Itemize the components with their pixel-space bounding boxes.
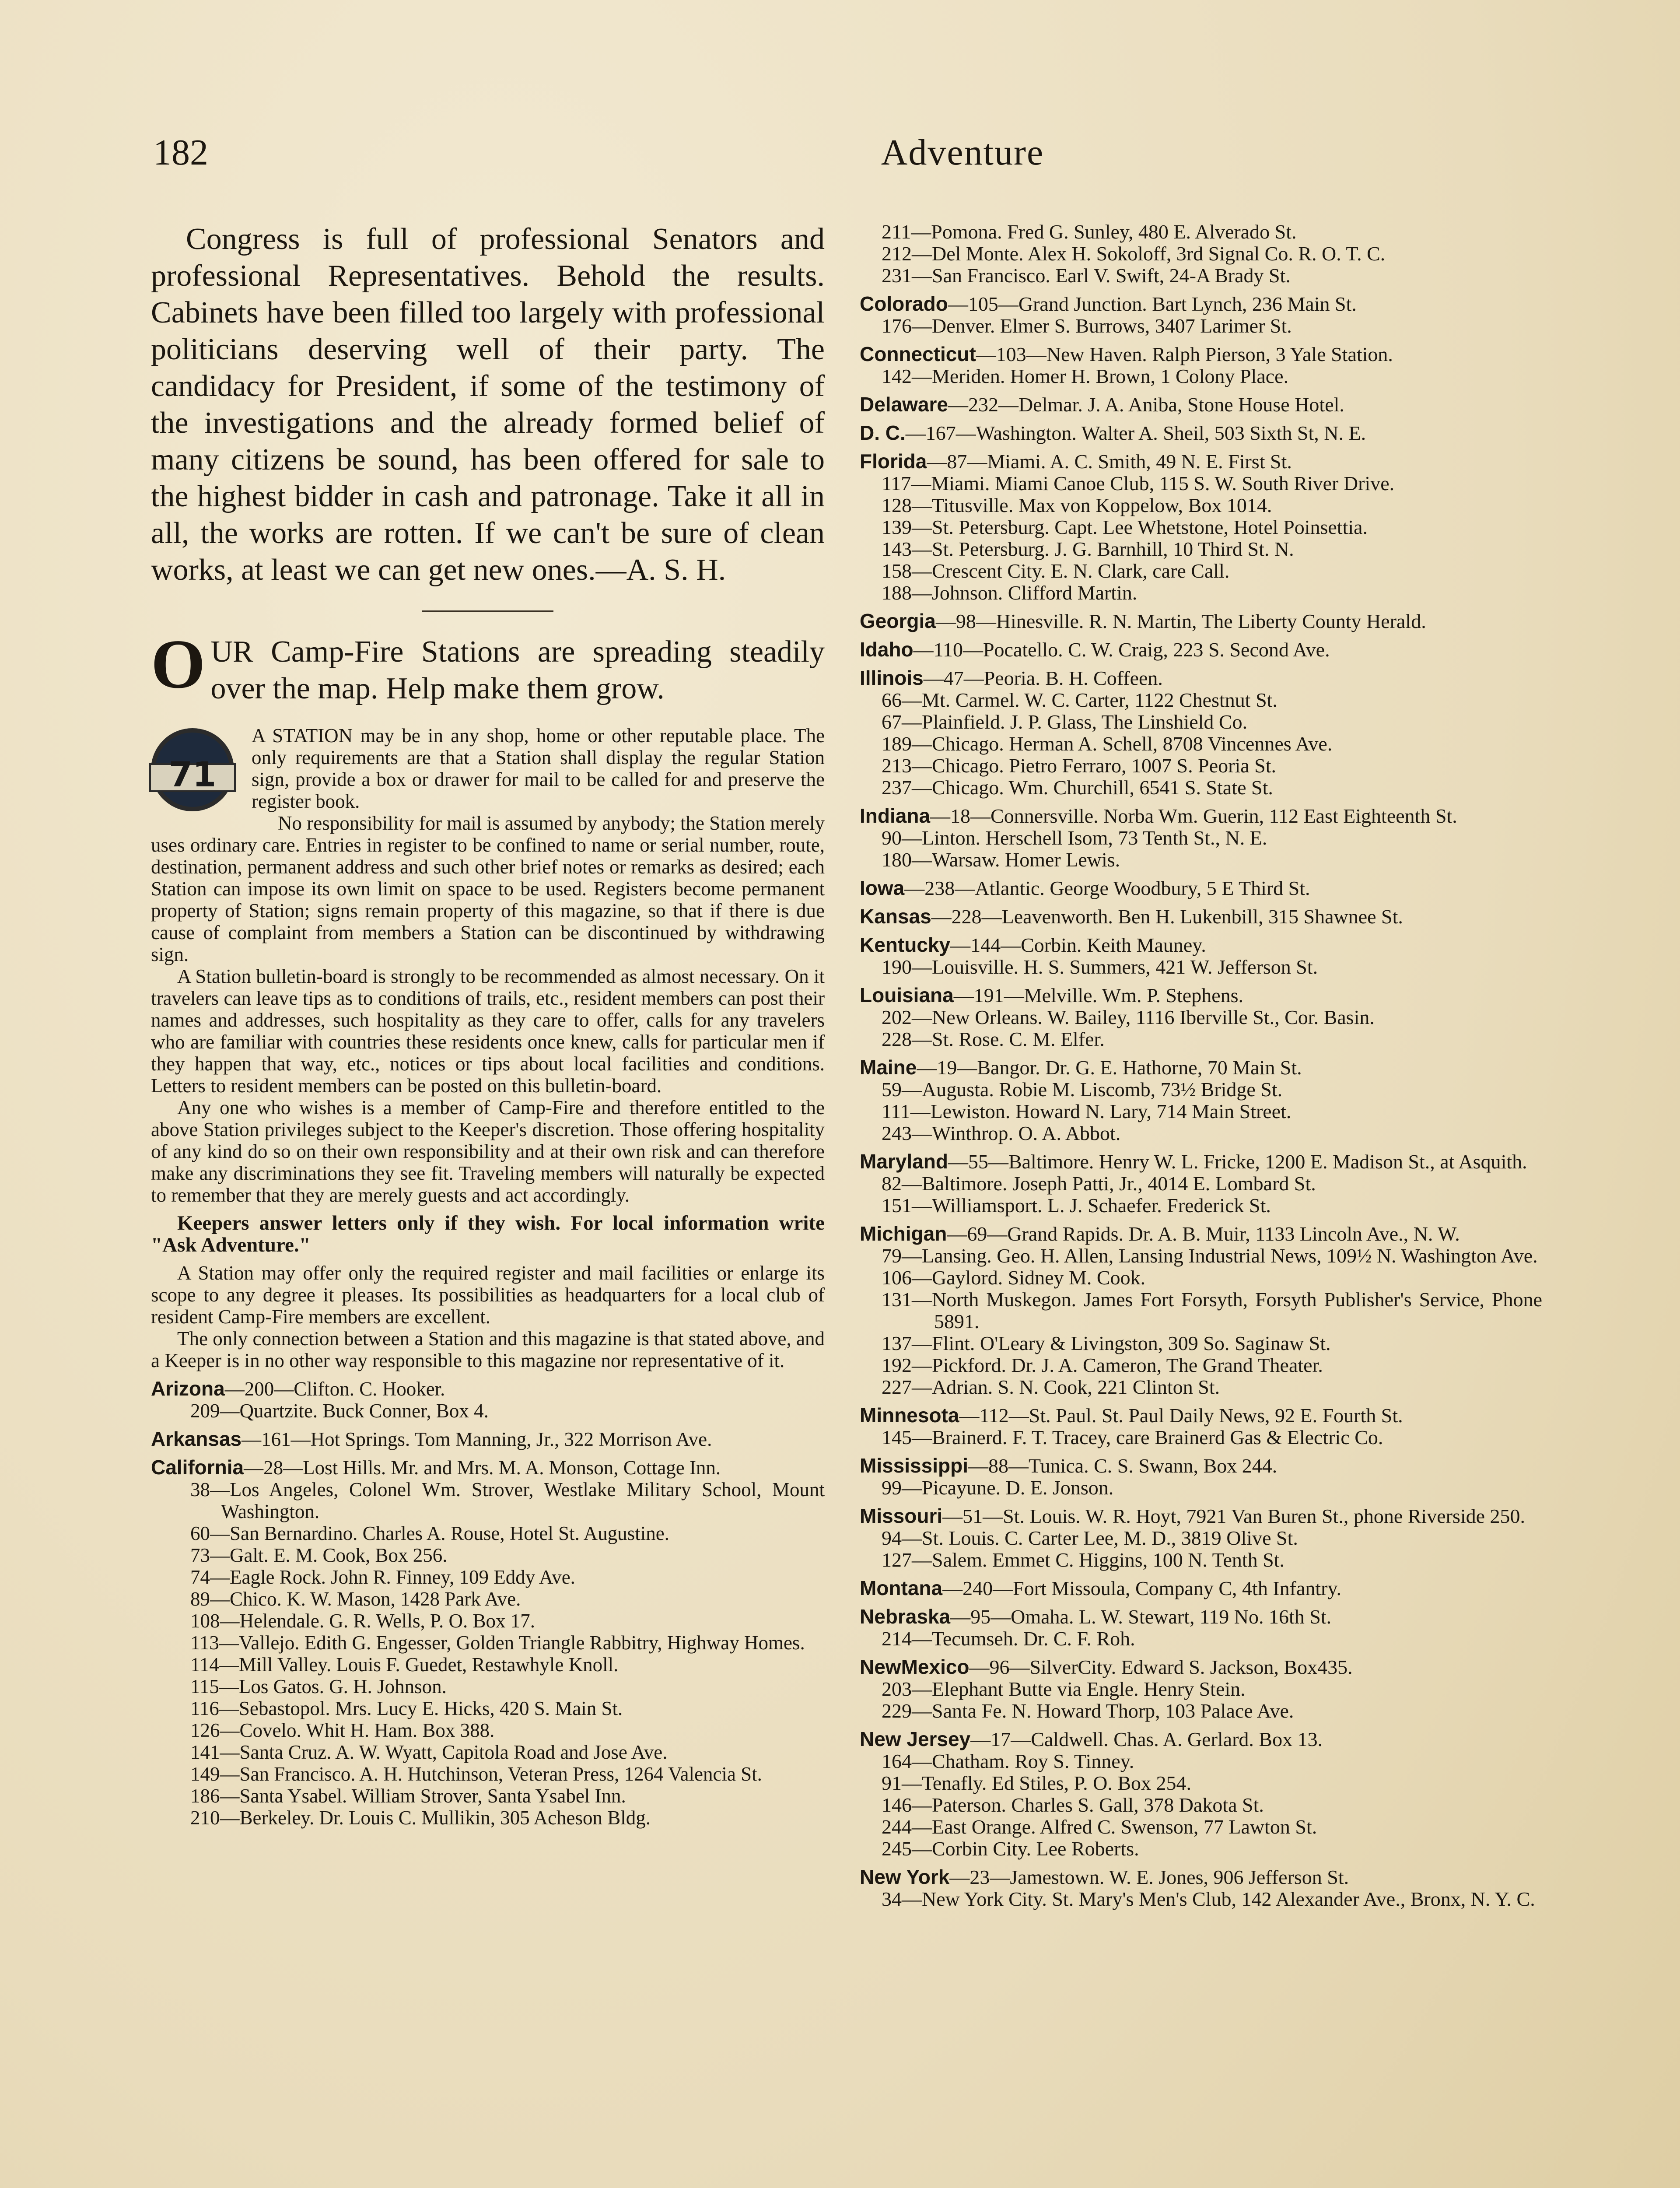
station-entry [860,1794,1542,1816]
state-name: Mississippi [860,1454,968,1477]
editorial-paragraph: Congress is full of professional Senators and professional Representatives. Behold the results. Cabinets have been filled too largely with professional politicians deserving well of their party. The candidacy for President, if some of the testimony of the investigations and the already formed belief of many citizens be sound, has been offered for sale to the highest bidder in cash and patronage. Take it all in all, the works are rotten. If we can't be sure of clean works, at least we can get new ones.—A. S. H. [151,222,825,587]
station-entry [860,1332,1542,1354]
station-text: 243—Winthrop. O. A. Abbot. [882,1122,1121,1144]
state-name: Michigan [860,1222,947,1245]
state-name: Connecticut [860,343,976,365]
station-entry [860,777,1542,799]
state-name: Louisiana [860,984,954,1006]
station-text: 244—East Orange. Alfred C. Swenson, 77 Lawton St. [882,1816,1317,1838]
state-name: Illinois [860,666,924,689]
station-entry [151,1763,825,1785]
station-entry [860,516,1542,538]
drop-cap: O [151,625,206,703]
station-text: —87—Miami. A. C. Smith, 49 N. E. First St. [927,450,1292,473]
station-entry [860,1028,1542,1050]
station-text: 67—Plainfield. J. P. Glass, The Linshield Co. [882,711,1248,733]
state-name: Maryland [860,1150,948,1173]
station-text: 211—Pomona. Fred G. Sunley, 480 E. Alverado St. [882,221,1297,243]
station-entry [151,1654,825,1676]
station-text: —191—Melville. Wm. P. Stephens. [953,984,1244,1006]
station-text: —69—Grand Rapids. Dr. A. B. Muir, 1133 Lincoln Ave., N. W. [947,1223,1460,1245]
station-text: 38—Los Angeles, Colonel Wm. Strover, Westlake Military School, Mount Washington. [190,1479,825,1522]
station-text: 99—Picayune. D. E. Jonson. [882,1476,1114,1499]
station-text: 143—St. Petersburg. J. G. Barnhill, 10 Third St. N. [882,538,1294,560]
station-text: —144—Corbin. Keith Mauney. [950,934,1206,956]
station-text: 34—New York City. St. Mary's Men's Club, 142 Alexander Ave., Bronx, N. Y. C. [882,1888,1535,1910]
station-text: 126—Covelo. Whit H. Ham. Box 388. [190,1719,495,1741]
station-entry [860,265,1542,287]
station-entry [860,610,1542,632]
rules-paragraph: A Station may offer only the required register and mail facilities or enlarge its scope to any degree it pleases. Its possibilities as headquarters for a local club of resident Camp-Fire members are excellent. [151,1262,825,1328]
station-entry [860,1101,1542,1122]
station-text: —112—St. Paul. St. Paul Daily News, 92 E. Fourth St. [959,1404,1403,1427]
station-text: 188—Johnson. Clifford Martin. [882,582,1138,604]
station-entry [860,1678,1542,1700]
station-text: 151—Williamsport. L. J. Schaefer. Frederick St. [882,1194,1271,1217]
page-number: 182 [153,132,208,173]
state-name: Montana [860,1577,943,1599]
station-text: 212—Del Monte. Alex H. Sokoloff, 3rd Signal Co. R. O. T. C. [882,242,1386,265]
station-text: 108—Helendale. G. R. Wells, P. O. Box 17. [190,1610,536,1632]
station-entry [151,1676,825,1697]
emblem-number: 71 [168,755,217,795]
state-name: Minnesota [860,1404,959,1427]
station-entry [151,1741,825,1763]
station-entry [151,1428,825,1450]
station-entry [860,956,1542,978]
station-text: 106—Gaylord. Sidney M. Cook. [882,1266,1146,1289]
station-entry [151,1378,825,1400]
station-entry [860,494,1542,516]
left-column [151,221,825,1829]
station-entry [860,365,1542,387]
station-text: —98—Hinesville. R. N. Martin, The Liberty County Herald. [935,610,1426,632]
station-entry [151,1456,825,1479]
station-text: 74—Eagle Rock. John R. Finney, 109 Eddy Ave. [190,1566,575,1588]
station-entry [860,582,1542,604]
state-name: Kentucky [860,933,951,956]
station-text: 139—St. Petersburg. Capt. Lee Whetstone, Hotel Poinsettia. [882,516,1368,538]
station-text: 203—Elephant Butte via Engle. Henry Stein. [882,1678,1246,1700]
station-text: —200—Clifton. C. Hooker. [224,1378,445,1400]
station-text: —18—Connersville. Norba Wm. Guerin, 112 East Eighteenth St. [930,805,1457,827]
section-divider [422,610,553,612]
station-entry [151,1697,825,1719]
station-entry [860,1728,1542,1750]
state-name: Colorado [860,292,948,315]
station-entry [860,905,1542,928]
station-text: —17—Caldwell. Chas. A. Gerlard. Box 13. [970,1728,1323,1750]
station-entry [860,711,1542,733]
station-entry [860,1577,1542,1599]
station-text: 186—Santa Ysabel. William Strover, Santa Ysabel Inn. [190,1785,626,1807]
station-text: —240—Fort Missoula, Company C, 4th Infantry. [942,1577,1341,1599]
station-entry [860,1173,1542,1195]
station-text: 73—Galt. E. M. Cook, Box 256. [190,1544,448,1566]
station-entry [860,1376,1542,1398]
rules-paragraph: A STATION may be in any shop, home or other reputable place. The only requirements are that a Station shall display the regular Station sign, provide a box or drawer for mail to be called for and preserve the register book. [252,725,825,812]
station-entry [860,393,1542,416]
station-entry [860,450,1542,473]
station-entry [151,1479,825,1522]
station-text: 114—Mill Valley. Louis F. Guedet, Restawhyle Knoll. [190,1654,619,1676]
station-text: —103—New Haven. Ralph Pierson, 3 Yale Station. [976,343,1393,365]
state-name: Kansas [860,905,931,928]
station-entry [860,422,1542,444]
rules-paragraph: Any one who wishes is a member of Camp-Fire and therefore entitled to the above Station privileges subject to the Keeper's discretion. Those offering hospitality of any kind do so on their own responsibility and at their own risk and can therefore make any discriminations they see fit. Traveling members will naturally be expected to remember that they are merely guests and act accordingly. [151,1097,825,1206]
running-title: Adventure [881,132,1044,173]
station-text: 245—Corbin City. Lee Roberts. [882,1837,1139,1860]
station-entry [860,1477,1542,1499]
station-entry [860,1079,1542,1101]
state-name: Nebraska [860,1605,951,1628]
station-text: 158—Crescent City. E. N. Clark, care Call. [882,560,1230,582]
station-text: 229—Santa Fe. N. Howard Thorp, 103 Palace Ave. [882,1700,1294,1722]
station-entry [860,827,1542,849]
station-text: 142—Meriden. Homer H. Brown, 1 Colony Place. [882,365,1289,387]
station-entry [860,1866,1542,1888]
station-text: 189—Chicago. Herman A. Schell, 8708 Vincennes Ave. [882,733,1333,755]
station-text: 94—St. Louis. C. Carter Lee, M. D., 3819 Olive St. [882,1527,1298,1549]
station-text: 214—Tecumseh. Dr. C. F. Roh. [882,1627,1135,1650]
station-entry [151,1807,825,1829]
station-text: —55—Baltimore. Henry W. L. Fricke, 1200 E. Madison St., at Asquith. [948,1150,1527,1173]
station-text: 209—Quartzite. Buck Conner, Box 4. [190,1400,489,1422]
station-entry [860,1772,1542,1794]
station-entry [860,315,1542,337]
station-entry [860,1656,1542,1678]
station-entry [860,1122,1542,1144]
state-name: Arizona [151,1377,225,1400]
station-text: —238—Atlantic. George Woodbury, 5 E Third St. [904,877,1310,899]
station-text: 82—Baltimore. Joseph Patti, Jr., 4014 E. Lombard St. [882,1172,1316,1195]
station-entry [151,1566,825,1588]
station-text: 149—San Francisco. A. H. Hutchinson, Veteran Press, 1264 Valencia St. [190,1763,762,1785]
station-entry [151,1719,825,1741]
station-entry [860,1150,1542,1173]
station-text: 228—St. Rose. C. M. Elfer. [882,1028,1105,1050]
keepers-note: Keepers answer letters only if they wish. For local information write "Ask Adventure." [151,1212,825,1256]
station-entry [860,1056,1542,1079]
station-directory-right [860,221,1542,1910]
state-name: Iowa [860,877,905,899]
station-entry [151,1588,825,1610]
station-entry [860,1505,1542,1527]
state-name: Georgia [860,610,936,632]
station-entry [860,755,1542,777]
state-name: New York [860,1865,950,1888]
station-text: 111—Lewiston. Howard N. Lary, 714 Main Street. [882,1100,1292,1122]
state-name: D. C. [860,421,906,444]
station-text: 113—Vallejo. Edith G. Engesser, Golden Triangle Rabbitry, Highway Homes. [190,1632,805,1654]
station-entry [860,1527,1542,1549]
station-text: —19—Bangor. Dr. G. E. Hathorne, 70 Main St. [917,1056,1302,1079]
station-entry [860,638,1542,661]
station-text: —88—Tunica. C. S. Swann, Box 244. [968,1455,1278,1477]
station-text: —110—Pocatello. C. W. Craig, 223 S. Second Ave. [913,638,1330,661]
station-text: 227—Adrian. S. N. Cook, 221 Clinton St. [882,1376,1220,1398]
station-text: —161—Hot Springs. Tom Manning, Jr., 322 Morrison Ave. [242,1428,712,1450]
state-name: Indiana [860,804,931,827]
station-text: 180—Warsaw. Homer Lewis. [882,849,1120,871]
station-entry [860,1816,1542,1838]
station-entry [151,1400,825,1422]
station-entry [860,1628,1542,1650]
station-entry [151,1544,825,1566]
station-text: —95—Omaha. L. W. Stewart, 119 No. 16th St. [950,1606,1332,1628]
station-text: 91—Tenafly. Ed Stiles, P. O. Box 254. [882,1772,1192,1794]
station-text: 127—Salem. Emmet C. Higgins, 100 N. Tenth St. [882,1549,1285,1571]
state-name: Maine [860,1056,917,1079]
page-header [153,131,1044,188]
station-entry [860,1750,1542,1772]
station-text: 90—Linton. Herschell Isom, 73 Tenth St., N. E. [882,827,1267,849]
station-directory-left [151,1378,825,1829]
station-entry [860,1455,1542,1477]
state-name: Idaho [860,638,914,661]
station-entry [860,1245,1542,1267]
station-text: 237—Chicago. Wm. Churchill, 6541 S. State St. [882,776,1273,799]
station-entry [860,1289,1542,1332]
station-entry [860,1223,1542,1245]
stations-intro-text: UR Camp-Fire Stations are spreading steadily over the map. Help make them grow. [210,635,825,705]
station-entry [860,560,1542,582]
station-entry [860,243,1542,265]
station-entry [860,221,1542,243]
station-entry [860,1195,1542,1217]
station-text: 131—North Muskegon. James Fort Forsyth, Forsyth Publisher's Service, Phone 5891. [882,1288,1542,1332]
station-entry [151,1610,825,1632]
station-text: —23—Jamestown. W. E. Jones, 906 Jefferson St. [949,1866,1349,1888]
station-text: 213—Chicago. Pietro Ferraro, 1007 S. Peoria St. [882,754,1277,777]
station-text: 137—Flint. O'Leary & Livingston, 309 So. Saginaw St. [882,1332,1331,1354]
station-text: 231—San Francisco. Earl V. Swift, 24-A Brady St. [882,264,1291,287]
station-text: 89—Chico. K. W. Mason, 1428 Park Ave. [190,1588,521,1610]
station-text: 59—Augusta. Robie M. Liscomb, 73½ Bridge St. [882,1078,1283,1101]
station-entry [860,1606,1542,1628]
station-entry [860,1888,1542,1910]
station-entry [860,1006,1542,1028]
station-entry [860,293,1542,315]
station-entry [860,689,1542,711]
station-entry [860,877,1542,899]
station-text: 176—Denver. Elmer S. Burrows, 3407 Larimer St. [882,315,1292,337]
station-text: —96—SilverCity. Edward S. Jackson, Box435. [969,1656,1353,1678]
camp-fire-station-emblem-icon [151,728,234,811]
station-entry [860,1838,1542,1860]
station-entry [860,1427,1542,1448]
station-text: 164—Chatham. Roy S. Tinney. [882,1750,1134,1772]
station-entry [151,1522,825,1544]
stations-intro [151,625,825,707]
state-name: Missouri [860,1504,943,1527]
station-text: —167—Washington. Walter A. Sheil, 503 Sixth St, N. E. [905,422,1366,444]
rules-paragraph: No responsibility for mail is assumed by anybody; the Station merely uses ordinary care. Entries in register to be confined to name or serial number, route, destination, permanent address and such other brief notes or remarks as desired; each Station can impose its own limit on space to be used. Registers become permanent property of Station; signs remain property of this magazine, so that if there is due cause of complaint from members a Station can be discontinued by withdrawing sign. [151,812,825,965]
station-entry [860,733,1542,755]
station-text: 192—Pickford. Dr. J. A. Cameron, The Grand Theater. [882,1354,1323,1376]
station-entry [860,538,1542,560]
station-text: 202—New Orleans. W. Bailey, 1116 Iberville St., Cor. Basin. [882,1006,1375,1028]
station-text: —232—Delmar. J. A. Aniba, Stone House Hotel. [948,393,1344,416]
station-entry [860,343,1542,365]
station-text: 60—San Bernardino. Charles A. Rouse, Hotel St. Augustine. [190,1522,669,1544]
station-text: 190—Louisville. H. S. Summers, 421 W. Jefferson St. [882,956,1318,978]
state-name: NewMexico [860,1655,970,1678]
station-entry [860,1354,1542,1376]
station-entry [860,1267,1542,1289]
station-text: 66—Mt. Carmel. W. C. Carter, 1122 Chestnut St. [882,689,1278,711]
station-text: 141—Santa Cruz. A. W. Wyatt, Capitola Road and Jose Ave. [190,1741,668,1763]
station-text: 116—Sebastopol. Mrs. Lucy E. Hicks, 420 S. Main St. [190,1697,623,1719]
station-text: 128—Titusville. Max von Koppelow, Box 1014. [882,494,1272,516]
rules-paragraph: A Station bulletin-board is strongly to be recommended as almost necessary. On it travelers can leave tips as to conditions of trails, etc., resident members can post their names and addresses, such hospitality as they care to offer, calls for any travelers who are familiar with countries these residents once knew, calls for particular men if they happen that way, etc., notices or tips about local facilities and conditions. Letters to resident members can be posted on this bulletin-board. [151,965,825,1097]
station-entry [860,805,1542,827]
station-text: 145—Brainerd. F. T. Tracey, care Brainerd Gas & Electric Co. [882,1426,1383,1448]
station-entry [860,1700,1542,1722]
station-text: —47—Peoria. B. H. Coffeen. [923,667,1163,689]
station-text: —28—Lost Hills. Mr. and Mrs. M. A. Monson, Cottage Inn. [244,1457,721,1479]
station-entry [860,1549,1542,1571]
station-entry [860,934,1542,956]
station-entry [151,1632,825,1654]
station-rules [151,725,825,1371]
station-text: 117—Miami. Miami Canoe Club, 115 S. W. South River Drive. [882,472,1395,494]
station-entry [860,849,1542,871]
station-text: 146—Paterson. Charles S. Gall, 378 Dakota St. [882,1794,1264,1816]
rules-paragraph: The only connection between a Station and this magazine is that stated above, and a Keeper is in no other way responsible to this magazine nor representative of it. [151,1328,825,1371]
station-text: 115—Los Gatos. G. H. Johnson. [190,1676,447,1697]
state-name: New Jersey [860,1728,971,1750]
station-entry [151,1785,825,1807]
station-text: —51—St. Louis. W. R. Hoyt, 7921 Van Buren St., phone Riverside 250. [942,1505,1526,1527]
state-name: Arkansas [151,1427,242,1450]
station-entry [860,473,1542,494]
state-name: California [151,1456,244,1479]
state-name: Delaware [860,393,948,416]
state-name: Florida [860,450,927,473]
station-text: —105—Grand Junction. Bart Lynch, 236 Main St. [948,293,1357,315]
station-text: 79—Lansing. Geo. H. Allen, Lansing Industrial News, 109½ N. Washington Ave. [882,1245,1538,1267]
station-entry [860,984,1542,1006]
station-text: —228—Leavenworth. Ben H. Lukenbill, 315 Shawnee St. [931,905,1403,928]
station-entry [860,1404,1542,1427]
station-text: 210—Berkeley. Dr. Louis C. Mullikin, 305 Acheson Bldg. [190,1807,651,1829]
station-entry [860,667,1542,689]
